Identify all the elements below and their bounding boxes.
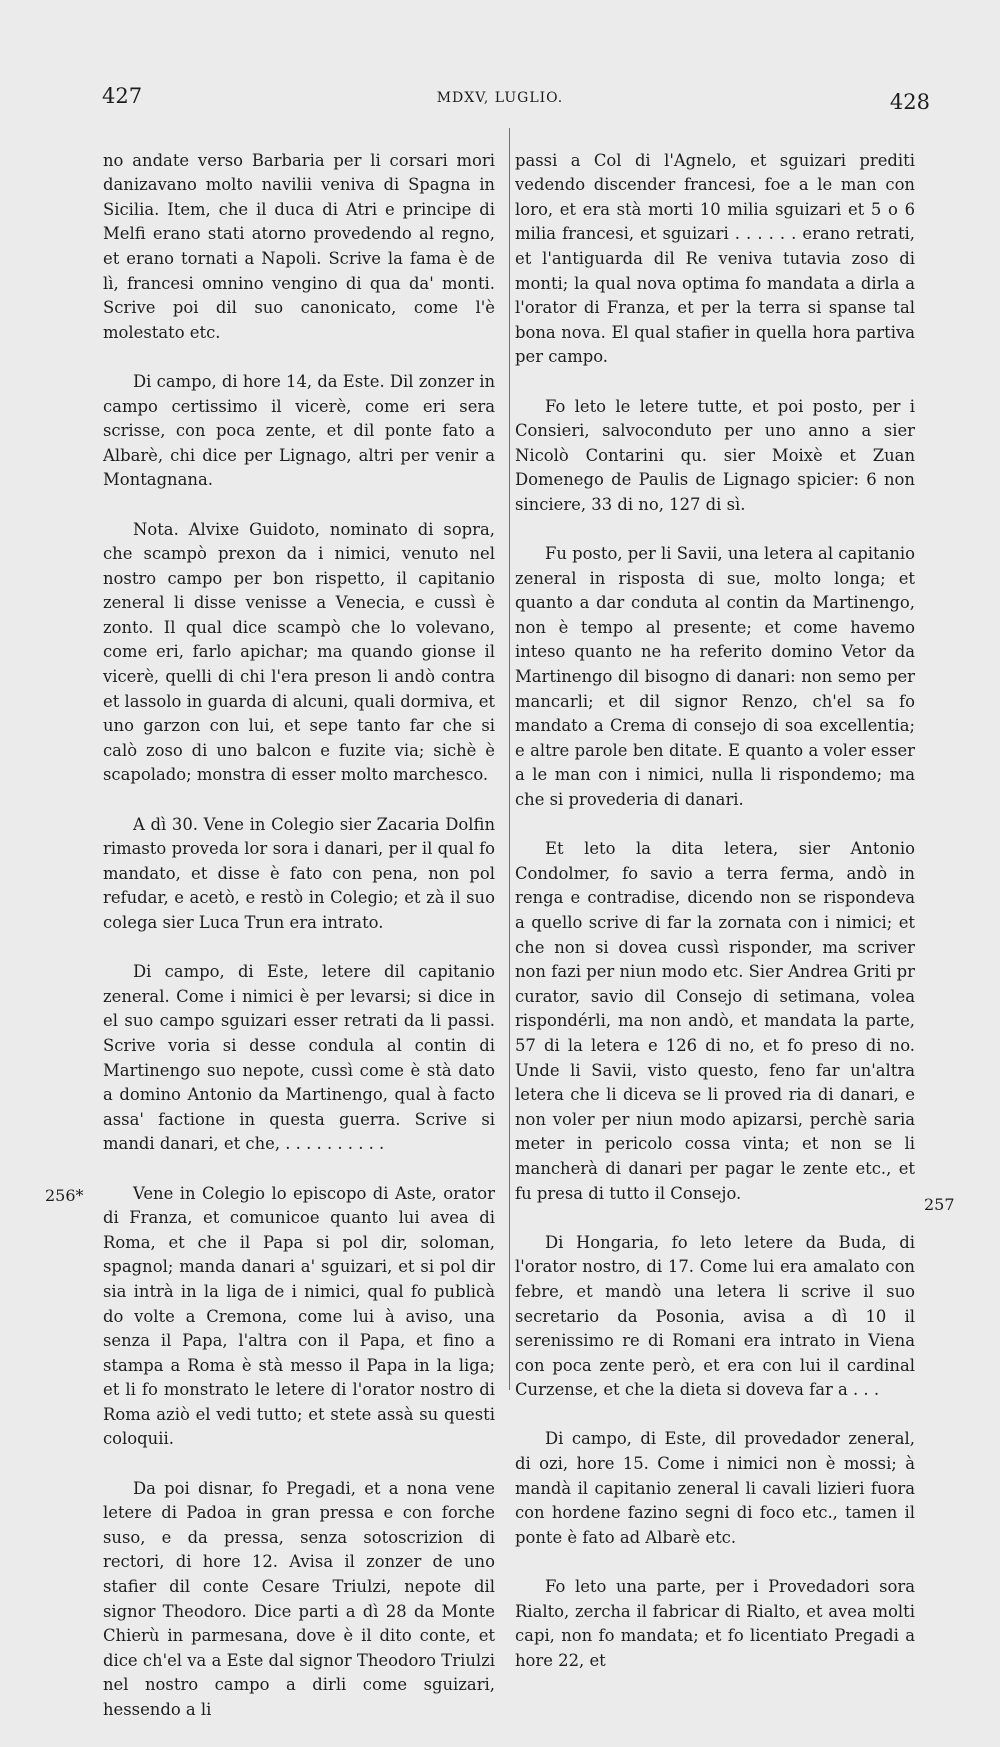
running-title: MDXV, LUGLIO. <box>436 90 564 106</box>
paragraph: A dì 30. Vene in Colegio sier Zacaria Dolfin rimasto proveda lor sora i danari, per il qual fo mandato, et disse è fato con pena, non pol refudar, e acetò, e restò in Colegio; et zà il suo colega sier Luca Trun era intrato. <box>103 814 495 932</box>
paragraph: Nota. Alvixe Guidoto, nominato di sopra, che scampò prexon da i nimici, venuto nel nostro campo per bon rispetto, il capitanio zeneral li disse venisse a Venecia, e cussì è zonto. Il qual dice scampò che lo volevano, come eri, farlo apichar; ma quando gionse il vicerè, quelli di chi l'era preson li andò contra et lassolo in guarda di alcuni, quali dormiva, et uno garzon con lui, et sepe tanto far che si calò zoso di uno balcon e fuzite via; sichè è scapolado; monstra di esser molto marchesco. <box>103 519 495 785</box>
paragraph: Di campo, di hore 14, da Este. Dil zonzer in campo certissimo il vicerè, come eri sera scrisse, con poca zente, et dil ponte fato a Albarè, chi dice per Lignago, altri per venir a Montagnana. <box>103 371 495 490</box>
page-number-right: 428 <box>889 90 930 114</box>
left-column <box>103 124 495 1747</box>
margin-note-left: 256* <box>45 1186 84 1205</box>
paragraph: Fu posto, per li Savii, una letera al capitanio zeneral in risposta di sue, molto longa; et quanto a dar conduta al contin da Martinengo, non è tempo al presente; et come havemo inteso quanto ne ha referito domino Vetor da Martinengo dil bisogno di danari: non semo per mancarli; et dil signor Renzo, ch'el sa fo mandato a Crema di consejo di soa excellentia; e altre parole ben ditate. E quanto a voler esser a le man con i nimici, nulla li rispondemo; ma che si provederia di danari. <box>515 544 915 810</box>
column-divider <box>509 128 510 1390</box>
paragraph: passi a Col di l'Agnelo, et sguizari prediti vedendo discender francesi, foe a le man con loro, et era stà morti 10 milia sguizari et 5 o 6 milia francesi, et sguizari . . . . . . erano retrati, et l'antiguarda dil Re veniva tutavia zoso di monti; la qual nova optima fo mandata a dirla a l'orator di Franza, et per la terra si spanse tal bona nova. El qual stafier in quella hora partiva per campo. <box>515 150 915 367</box>
margin-note-right: 257 <box>924 1195 955 1214</box>
paragraph: Di campo, di Este, dil provedador zeneral, di ozi, hore 15. Come i nimici non è mossi; à mandà il capitanio zeneral li cavali lizieri fuora con hordene fazino segni di foco etc., tamen il ponte è fato ad Albarè etc. <box>515 1429 915 1547</box>
paragraph: Da poi disnar, fo Pregadi, et a nona vene letere di Padoa in gran pressa e con forche suso, e da pressa, senza sotoscrizion di rectori, di hore 12. Avisa il zonzer de uno stafier dil conte Cesare Triulzi, nepote dil signor Theodoro. Dice parti a dì 28 da Monte Chierù in parmesana, dove è il dito conte, et dice ch'el va a Este dal signor Theodoro Triulzi nel nostro campo a dirli come sguizari, hessendo a li <box>103 1478 495 1719</box>
page-number-left: 427 <box>102 84 143 108</box>
paragraph: no andate verso Barbaria per li corsari mori danizavano molto navilii veniva di Spagna in Sicilia. Item, che il duca di Atri e principe di Melfi erano stati atorno provedendo al regno, et erano tornati a Napoli. Scrive la fama è de lì, francesi omnino vengino di qua da' monti. Scrive poi dil suo canonicato, come l'è molestato etc. <box>103 150 495 342</box>
right-column <box>515 124 915 1698</box>
paragraph: Di Hongaria, fo leto letere da Buda, di l'orator nostro, di 17. Come lui era amalato con febre, et mandò una letera li scrive il suo secretario da Posonia, avisa a dì 10 il serenissimo re di Romani era intrato in Viena con poca zente però, et era con lui il cardinal Curzense, et che la dieta si doveva far a . . . <box>515 1232 915 1400</box>
paragraph: Fo leto una parte, per i Provedadori sora Rialto, zercha il fabricar di Rialto, et avea molti capi, non fo mandata; et fo licentiato Pregadi a hore 22, et <box>515 1577 915 1670</box>
paragraph: Di campo, di Este, letere dil capitanio zeneral. Come i nimici è per levarsi; si dice in el suo campo sguizari esser retrati da li passi. Scrive voria si desse condula al contin di Martinengo suo nepote, cussì come è stà dato a domino Antonio da Martinengo, qual à facto assa' factione in questa guerra. Scrive si mandi danari, et che, . . . . . . . . . . <box>103 962 495 1154</box>
paragraph: Fo leto le letere tutte, et poi posto, per i Consieri, salvoconduto per uno anno a sier Nicolò Contarini qu. sier Moixè et Zuan Domenego de Paulis de Lignago spicier: 6 non sinciere, 33 di no, 127 di sì. <box>515 396 915 514</box>
paragraph: Et leto la dita letera, sier Antonio Condolmer, fo savio a terra ferma, andò in renga e contradise, dicendo non se rispondeva a quello scrive di far la zornata con i nimici; et che non si dovea cussì risponder, ma scriver non fazi per niun modo etc. Sier Andrea Griti pr curator, savio dil Consejo di setimana, volea rispondérli, ma non andò, et mandata la parte, 57 di la letera e 126 di no, et fo preso di no. Unde li Savii, visto questo, feno far un'altra letera che li diceva se li proved ria di danari, e non voler per niun modo apizarsi, perchè saria meter in pericolo cossa vinta; et non se li mancherà di danari per pagar le zente etc., et fu presa di tutto il Consejo. <box>515 839 915 1203</box>
paragraph: Vene in Colegio lo episcopo di Aste, orator di Franza, et comunicoe quanto lui avea di Roma, et che il Papa si pol dir, soloman, spagnol; manda danari a' sguizari, et si pol dir sia intrà in la liga de i nimici, qual fo publicà do volte a Cremona, come lui à aviso, una senza il Papa, l'altra con il Papa, et fino a stampa a Roma è stà messo il Papa in la liga; et li fo monstrato le letere di l'orator nostro di Roma aziò el vedi tutto; et stete assà su questi coloquii. <box>103 1183 495 1449</box>
